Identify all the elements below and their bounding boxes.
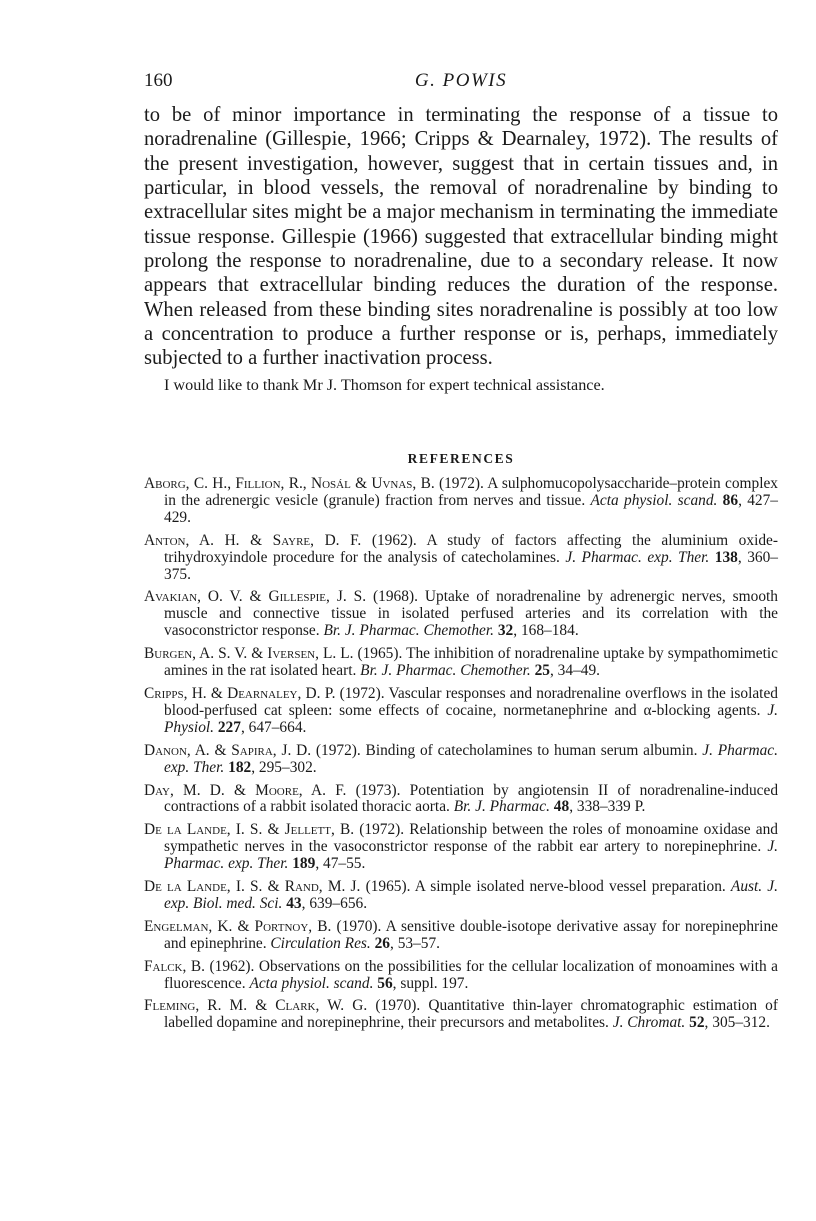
reference-journal: J. Pharmac. exp. Ther. [164, 741, 778, 776]
reference-entry [144, 533, 778, 584]
reference-entry [144, 743, 778, 777]
running-title: G. POWIS [414, 70, 508, 91]
reference-pages: , 360–375. [164, 548, 778, 583]
reference-authors: Aborg, C. H., Fillion, R., Nosál & Uvnas, B. [144, 475, 435, 492]
page-header [144, 70, 778, 98]
reference-pages: , 47–55. [315, 855, 366, 873]
reference-title: (1970). Quantitative thin-layer chromatographic estimation of labelled dopamine and norepinephrine, their precursors and metabolites. [164, 997, 778, 1032]
reference-pages: , 168–184. [513, 622, 579, 640]
reference-volume: 56 [373, 974, 393, 992]
reference-volume: 25 [530, 662, 550, 680]
reference-authors: Day, M. D. & Moore, A. F. [144, 781, 347, 799]
reference-title: (1972). Relationship between the roles of monoamine oxidase and sympathetic nerves in the vasoconstrictor response of the rabbit ear artery to norepinephrine. [164, 821, 778, 856]
acknowledgement: I would like to thank Mr J. Thomson for expert technical assistance. [164, 376, 605, 394]
reference-entry [144, 959, 778, 993]
reference-authors: Fleming, R. M. & Clark, W. G. [144, 997, 368, 1015]
reference-title: (1970). A sensitive double-isotope derivative assay for norepinephrine and epinephrine. [164, 917, 778, 952]
reference-journal: Br. J. Pharmac. Chemother. [360, 662, 531, 680]
reference-title: (1968). Uptake of noradrenaline by adrenergic nerves, smooth muscle and connective tissue in isolated perfused arteries and its correlation with the vasoconstrictor response. [164, 588, 778, 640]
reference-pages: , 647–664. [240, 718, 307, 736]
reference-journal: Acta physiol. scand. [590, 491, 718, 509]
reference-entry [144, 783, 778, 817]
reference-title: (1962). Observations on the possibilities for the cellular localization of monoamines with a fluorescence. [164, 957, 778, 992]
references-heading: REFERENCES [407, 451, 515, 466]
reference-volume: 48 [549, 798, 570, 816]
reference-entry [144, 998, 778, 1032]
reference-authors: Engelman, K. & Portnoy, B. [144, 917, 332, 935]
reference-entry [144, 879, 778, 913]
reference-entry [144, 919, 778, 953]
reference-title: (1965). A simple isolated nerve-blood vessel preparation. [360, 878, 731, 896]
reference-journal: Acta physiol. scand. [249, 974, 374, 992]
reference-volume: 26 [370, 934, 390, 952]
reference-volume: 182 [224, 758, 252, 776]
reference-title: (1973). Potentiation by angiotensin II of noradrenaline-induced contractions of a rabbit isolated thoracic aorta. [164, 781, 779, 816]
reference-journal: Br. J. Pharmac. Chemother. [323, 622, 494, 640]
reference-authors: Burgen, A. S. V. & Iversen, L. L. [144, 645, 354, 663]
reference-entry [144, 589, 778, 640]
reference-entry [144, 822, 778, 873]
reference-pages: , suppl. 197. [392, 974, 469, 992]
reference-authors: Cripps, H. & Dearnaley, D. P. [144, 684, 336, 702]
reference-entry [144, 476, 778, 527]
reference-title: (1972). Binding of catecholamines to human serum albumin. [311, 741, 703, 759]
page-number: 160 [144, 70, 173, 91]
reference-journal: J. Pharmac. exp. Ther. [164, 838, 778, 873]
reference-authors: Anton, A. H. & Sayre, D. F. [144, 531, 362, 549]
body-paragraph: to be of minor importance in terminating the response of a tissue to noradrenaline (Gillespie, 1966; Cripps & Dearnaley, 1972). The results of the present investigation, however, suggest that in certain tissues and, in particular, in blood vessels, the removal of noradrenaline by binding to extracellular sites might be a major mechanism in terminating the immediate tissue response. Gillespie (1966) suggested that extracellular binding might prolong the response to noradrenaline, due to a secondary release. It now appears that extracellular binding reduces the duration of the response. When released from these binding sites noradrenaline is possibly at too low a concentration to produce a further response or is, perhaps, immediately subjected to a further inactivation process. [144, 104, 778, 370]
reference-volume: 227 [214, 718, 241, 736]
reference-entry [144, 646, 778, 680]
reference-pages: , 34–49. [549, 662, 601, 680]
reference-pages: , 639–656. [301, 894, 368, 912]
reference-pages: , 295–302. [251, 758, 317, 776]
reference-authors: De la Lande, I. S. & Jellett, B. [144, 821, 355, 839]
reference-journal: Circulation Res. [270, 934, 371, 952]
reference-journal: J. Pharmac. exp. Ther. [565, 548, 710, 566]
reference-title: (1972). A sulphomucopolysaccharide–protein complex in the adrenergic vesicle (granule) fraction from nerves and tissue. [164, 475, 778, 509]
reference-pages: , 305–312. [704, 1014, 770, 1032]
reference-authors: Avakian, O. V. & Gillespie, J. S. [144, 588, 367, 606]
reference-journal: J. Chromat. [612, 1014, 686, 1032]
reference-journal: Br. J. Pharmac. [453, 798, 550, 816]
reference-entry [144, 686, 778, 737]
reference-pages: , 53–57. [390, 934, 441, 952]
reference-journal: Aust. J. exp. Biol. med. Sci. [164, 878, 778, 912]
reference-journal: J. Physiol. [164, 701, 778, 736]
reference-authors: Falck, B. [144, 957, 205, 975]
reference-pages: , 338–339 P. [569, 798, 646, 816]
reference-list [144, 476, 778, 1038]
reference-volume: 86 [717, 491, 739, 509]
reference-title: (1965). The inhibition of noradrenaline uptake by sympathomimetic amines in the rat isolated heart. [164, 645, 778, 680]
reference-title: (1972). Vascular responses and noradrenaline overflows in the isolated blood-perfused cat spleen: some effects of cocaine, normetanephrine and α-blocking agents. [164, 684, 778, 719]
reference-title: (1962). A study of factors affecting the aluminium oxide-trihydroxyindole procedure for the analysis of catecholamines. [164, 531, 778, 566]
reference-authors: De la Lande, I. S. & Rand, M. J. [144, 878, 361, 896]
reference-volume: 52 [685, 1014, 705, 1032]
reference-pages: , 427–429. [164, 491, 778, 526]
reference-volume: 138 [709, 548, 738, 566]
reference-volume: 32 [494, 622, 514, 640]
reference-authors: Danon, A. & Sapira, J. D. [144, 741, 312, 759]
reference-volume: 189 [288, 855, 316, 873]
reference-volume: 43 [282, 894, 302, 912]
